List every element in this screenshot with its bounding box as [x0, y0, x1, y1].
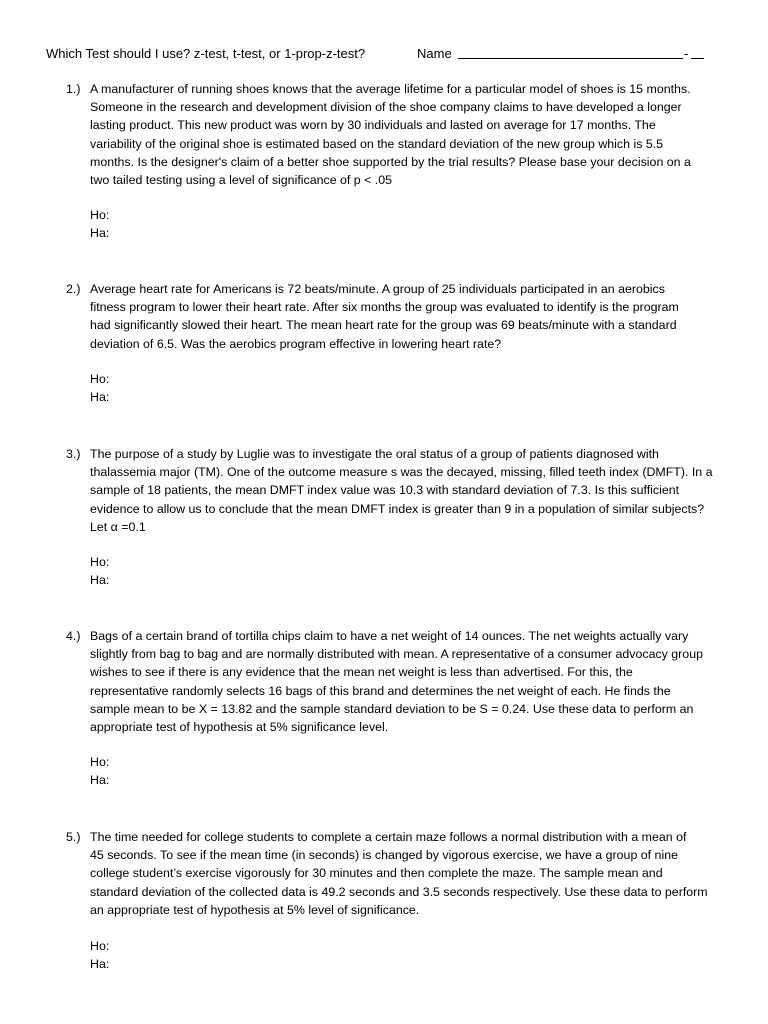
- name-separator: -: [684, 46, 689, 61]
- question-number: 4.): [66, 629, 81, 643]
- question-line: slightly from bag to bag and are normally distributed with mean. A representative of a consumer advocacy group: [90, 647, 703, 662]
- name-label: Name: [417, 46, 452, 61]
- period-blank-line: [691, 58, 704, 59]
- question-text: [90, 280, 740, 353]
- question-number: 3.): [66, 447, 81, 461]
- question-line: Bags of a certain brand of tortilla chips claim to have a net weight of 14 ounces. The net weights actually vary: [90, 629, 689, 643]
- question-line: wishes to see if there is any evidence that the mean net weight is less than advertised. For this, the: [90, 665, 633, 680]
- question-line: college student’s exercise vigorously for 30 minutes and then complete the maze. The sample mean and: [90, 866, 663, 881]
- alternative-hypothesis-label: Ha:: [90, 226, 110, 241]
- question-line: Average heart rate for Americans is 72 beats/minute. A group of 25 individuals participated in an aerobics: [90, 282, 665, 296]
- question-text: [90, 80, 740, 189]
- question-line: sample of 18 patients, the mean DMFT index value was 10.3 with standard deviation of 7.3. Is this sufficient: [90, 483, 680, 498]
- worksheet-title: Which Test should I use? z-test, t-test, or 1-prop-z-test?: [46, 46, 366, 61]
- name-blank-line: [458, 58, 683, 59]
- question-line: two tailed testing using a level of significance of p < .05: [90, 172, 393, 187]
- question-line: The time needed for college students to complete a certain maze follows a normal distribution with a mean of: [90, 830, 687, 844]
- question-line: deviation of 6.5. Was the aerobics program effective in lowering heart rate?: [90, 336, 502, 351]
- question-text: [90, 627, 740, 736]
- question-text: [90, 828, 740, 919]
- hypotheses: [90, 937, 109, 973]
- question-number: 2.): [66, 282, 81, 296]
- question-line: Let α =0.1: [90, 519, 146, 534]
- alternative-hypothesis-label: Ha:: [90, 390, 110, 405]
- question-line: months. Is the designer's claim of a better shoe supported by the trial results? Please base your decision on a: [90, 154, 691, 169]
- question-line: fitness program to lower their heart rate. After six months the group was evaluated to identify is the program: [90, 300, 679, 315]
- question-text: [90, 445, 740, 536]
- null-hypothesis-label: Ho:: [90, 939, 110, 953]
- question-line: The purpose of a study by Luglie was to investigate the oral status of a group of patients diagnosed with: [90, 447, 659, 461]
- question-line: an appropriate test of hypothesis at 5% level of significance.: [90, 902, 420, 917]
- question-line: Someone in the research and development division of the shoe company claims to have developed a longer: [90, 100, 682, 115]
- question-number: 5.): [66, 830, 81, 844]
- question-line: standard deviation of the collected data is 49.2 seconds and 3.5 seconds respectively. Use these data to perform: [90, 884, 708, 899]
- question-line: variability of the original shoe is estimated based on the standard deviation of the new group which is 5.5: [90, 136, 664, 151]
- alternative-hypothesis-label: Ha:: [90, 957, 110, 972]
- question-line: A manufacturer of running shoes knows that the average lifetime for a particular model of shoes is 15 months.: [90, 82, 691, 96]
- question-line: sample mean to be X = 13.82 and the sample standard deviation to be S = 0.24. Use these data to perform an: [90, 701, 694, 716]
- question-line: had significantly slowed their heart. The mean heart rate for the group was 69 beats/minute with a standard: [90, 318, 677, 333]
- alternative-hypothesis-label: Ha:: [90, 573, 110, 588]
- null-hypothesis-label: Ho:: [90, 372, 110, 386]
- question-line: 45 seconds. To see if the mean time (in seconds) is changed by vigorous exercise, we have a group of nine: [90, 848, 678, 863]
- question-line: evidence to allow us to conclude that the mean DMFT index is greater than 9 in a population of similar subjects?: [90, 501, 705, 516]
- null-hypothesis-label: Ho:: [90, 755, 110, 769]
- hypotheses: [90, 370, 109, 406]
- question-line: representative randomly selects 16 bags of this brand and determines the net weight of each. He finds the: [90, 683, 671, 698]
- hypotheses: [90, 753, 109, 789]
- hypotheses: [90, 553, 109, 589]
- null-hypothesis-label: Ho:: [90, 555, 110, 569]
- question-line: lasting product. This new product was worn by 30 individuals and lasted on average for 17 months. The: [90, 118, 656, 133]
- worksheet-header: [46, 45, 736, 65]
- hypotheses: [90, 206, 109, 242]
- question-line: thalassemia major (TM). One of the outcome measure s was the decayed, missing, filled teeth index (DMFT). In a: [90, 465, 713, 480]
- question-number: 1.): [66, 82, 81, 96]
- question-line: appropriate test of hypothesis at 5% significance level.: [90, 719, 389, 734]
- alternative-hypothesis-label: Ha:: [90, 773, 110, 788]
- null-hypothesis-label: Ho:: [90, 208, 110, 222]
